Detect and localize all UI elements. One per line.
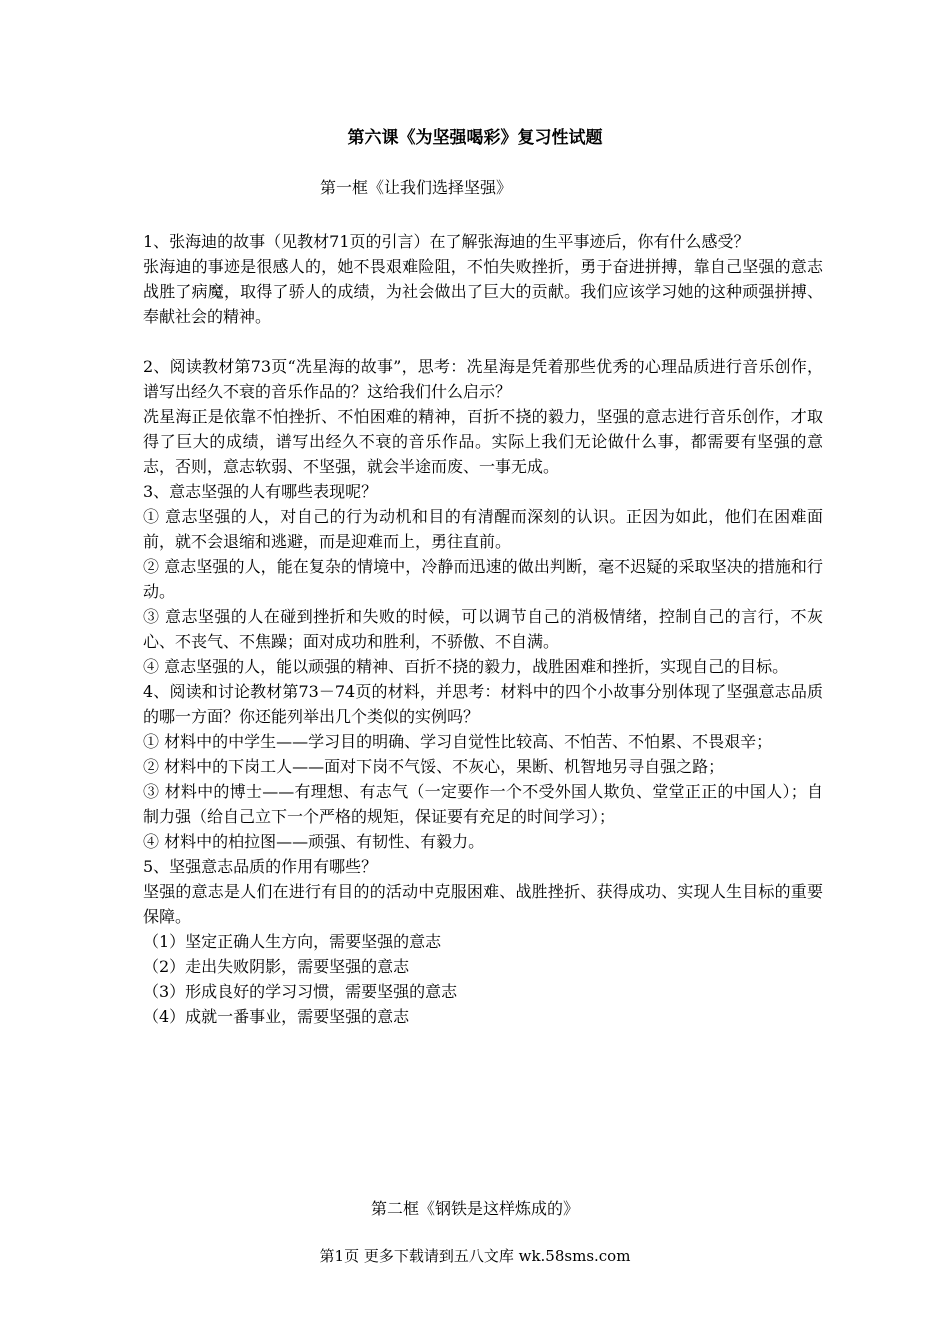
- answer-5-item: （2）走出失败阴影，需要坚强的意志: [143, 957, 410, 976]
- answer-2: 冼星海正是依靠不怕挫折、不怕困难的精神，百折不挠的毅力，坚强的意志进行音乐创作，才取得了巨大的成绩，谱写出经久不衰的音乐作品。实际上我们无论做什么事，都需要有坚强的意志，否则，意志软弱、不坚强，就会半途而废、一事无成。: [143, 407, 823, 476]
- answer-5: 坚强的意志是人们在进行有目的的活动中克服困难、战胜挫折、获得成功、实现人生目标的重要保障。: [143, 882, 823, 926]
- page-footer: 第1页 更多下载请到五八文库 wk.58sms.com: [319, 1247, 631, 1265]
- answer-3-item: ④ 意志坚强的人，能以顽强的精神、百折不挠的毅力，战胜困难和挫折，实现自己的目标。: [143, 657, 789, 676]
- question-1: 1、张海迪的故事（见教材71页的引言）在了解张海迪的生平事迹后，你有什么感受？: [143, 232, 750, 251]
- answer-3-item: ③ 意志坚强的人在碰到挫折和失败的时候，可以调节自己的消极情绪，控制自己的言行，不灰心、不丧气、不焦躁；面对成功和胜利，不骄傲、不自满。: [143, 607, 823, 651]
- answer-4-item: ③ 材料中的博士——有理想、有志气（一定要作一个不受外国人欺负、堂堂正正的中国人）；自制力强（给自己立下一个严格的规矩，保证要有充足的时间学习）；: [143, 782, 823, 826]
- question-3: 3、意志坚强的人有哪些表现呢？: [143, 482, 378, 501]
- answer-5-item: （4）成就一番事业，需要坚强的意志: [143, 1007, 410, 1026]
- document-body: [143, 229, 823, 1029]
- answer-1: 张海迪的事迹是很感人的，她不畏艰难险阻，不怕失败挫折，勇于奋进拼搏，靠自己坚强的意志战胜了病魔，取得了骄人的成绩，为社会做出了巨大的贡献。我们应该学习她的这种顽强拼搏、奉献社会的精神。: [143, 257, 823, 326]
- answer-4-item: ① 材料中的中学生——学习目的明确、学习自觉性比较高、不怕苦、不怕累、不畏艰辛；: [143, 732, 773, 751]
- question-2: 2、阅读教材第73页“冼星海的故事”，思考：冼星海是凭着那些优秀的心理品质进行音乐创作，谱写出经久不衰的音乐作品的？这给我们什么启示？: [143, 357, 823, 401]
- answer-4-item: ② 材料中的下岗工人——面对下岗不气馁、不灰心，果断、机智地另寻自强之路；: [143, 757, 725, 776]
- section-heading-2: 第二框《钢铁是这样炼成的》: [370, 1199, 579, 1218]
- document-title: 第六课《为坚强喝彩》复习性试题: [347, 128, 603, 148]
- question-4: 4、阅读和讨论教材第73－74页的材料，并思考：材料中的四个小故事分别体现了坚强意志品质的哪一方面？你还能列举出几个类似的实例吗？: [143, 682, 823, 726]
- answer-4-item: ④ 材料中的柏拉图——顽强、有韧性、有毅力。: [143, 832, 485, 851]
- question-5: 5、坚强意志品质的作用有哪些？: [143, 857, 378, 876]
- answer-3-item: ② 意志坚强的人，能在复杂的情境中，冷静而迅速的做出判断，毫不迟疑的采取坚决的措施和行动。: [143, 557, 823, 601]
- answer-3-item: ① 意志坚强的人，对自己的行为动机和目的有清醒而深刻的认识。正因为如此，他们在困难面前，就不会退缩和逃避，而是迎难而上，勇往直前。: [143, 507, 823, 551]
- answer-5-item: （1）坚定正确人生方向，需要坚强的意志: [143, 932, 442, 951]
- answer-5-item: （3）形成良好的学习习惯，需要坚强的意志: [143, 982, 458, 1001]
- section-heading-1: 第一框《让我们选择坚强》: [320, 178, 513, 197]
